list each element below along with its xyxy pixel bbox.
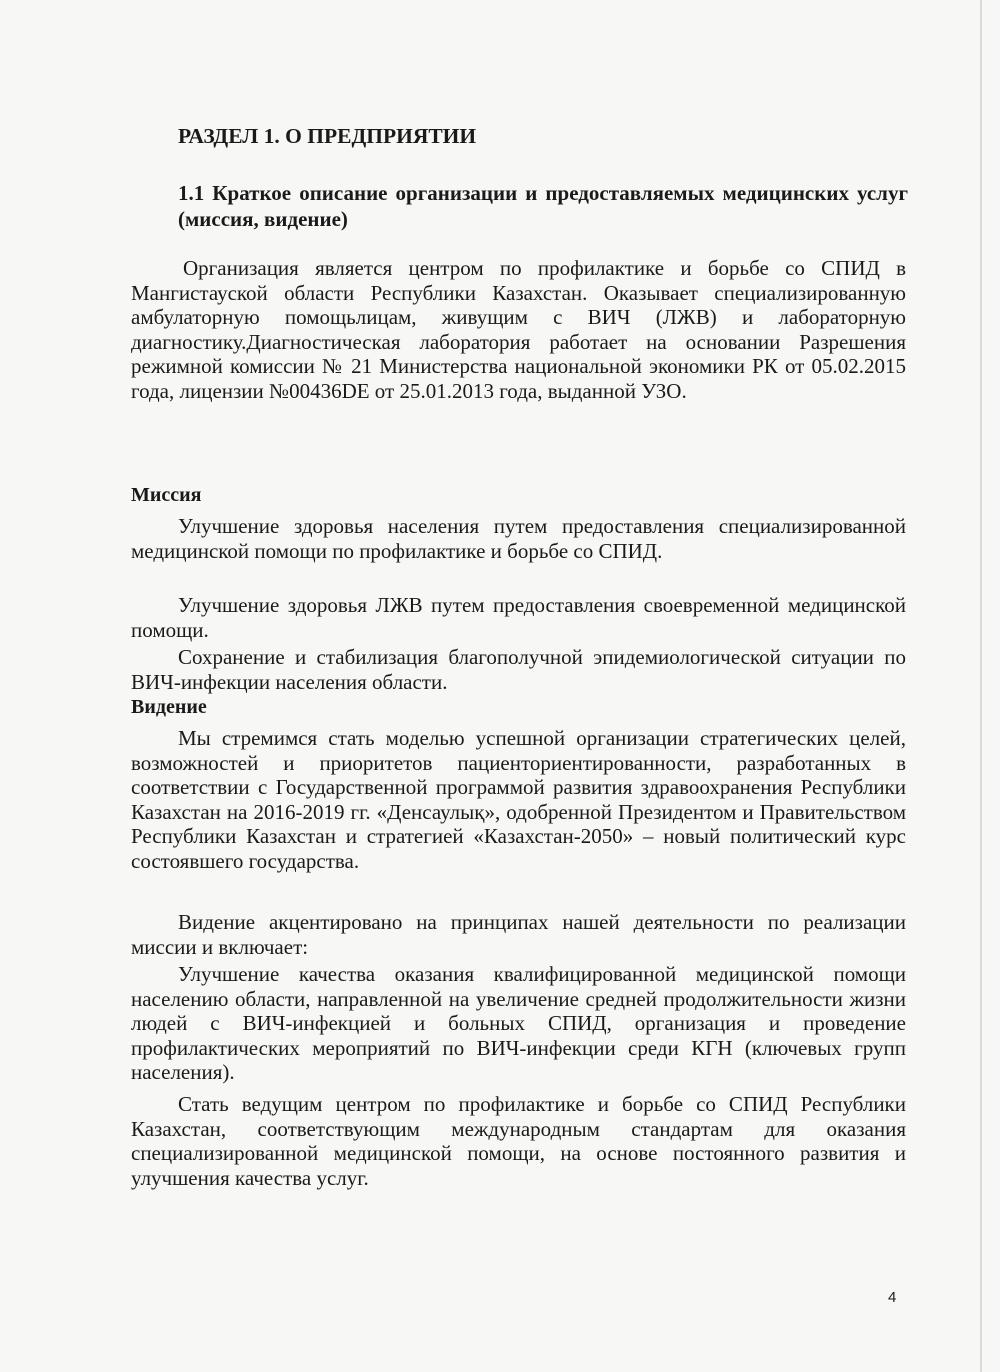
page-number: 4 <box>888 1289 897 1306</box>
mission-paragraph-2: Улучшение здоровья ЛЖВ путем предоставления своевременной медицинской помощи. <box>131 593 906 642</box>
vision-paragraph-2: Видение акцентировано на принципах нашей деятельности по реализации миссии и включает: <box>131 910 906 959</box>
subsection-title: 1.1 Краткое описание организации и предоставляемых медицинских услуг (миссия, видение) <box>178 181 908 231</box>
mission-paragraph-3: Сохранение и стабилизация благополучной эпидемиологической ситуации по ВИЧ-инфекции населения области. <box>131 645 906 694</box>
vision-heading: Видение <box>131 696 207 718</box>
mission-heading: Миссия <box>131 484 202 506</box>
vision-paragraph-1: Мы стремимся стать моделью успешной организации стратегических целей, возможностей и приоритетов пациенториентированности, разработанных в соответствии с Государственной программой развития здравоохранения Республики Казахстан на 2016-2019 гг. «Денсаулық», одобренной Президентом и Правительством Республики Казахстан и стратегией «Казахстан-2050» – новый политический курс состоявшего государства. <box>131 726 906 873</box>
vision-paragraph-4: Стать ведущим центром по профилактике и борьбе со СПИД Республики Казахстан, соответствующим международным стандартам для оказания специализированной медицинской помощи, на основе постоянного развития и улучшения качества услуг. <box>131 1092 906 1190</box>
mission-paragraph-1: Улучшение здоровья населения путем предоставления специализированной медицинской помощи по профилактике и борьбе со СПИД. <box>131 514 906 563</box>
section-title: РАЗДЕЛ 1. О ПРЕДПРИЯТИИ <box>178 124 477 148</box>
intro-paragraph: Организация является центром по профилактике и борьбе со СПИД в Мангистауской области Республики Казахстан. Оказывает специализированную амбулаторную помощьлицам, живущим с ВИЧ (ЛЖВ) и лабораторную диагностику.Диагностическая лаборатория работает на основании Разрешения режимной комиссии № 21 Министерства национальной экономики РК от 05.02.2015 года, лицензии №00436DE от 25.01.2013 года, выданной УЗО. <box>131 256 906 403</box>
vision-paragraph-3: Улучшение качества оказания квалифицированной медицинской помощи населению области, направленной на увеличение средней продолжительности жизни людей с ВИЧ-инфекцией и больных СПИД, организация и проведение профилактических мероприятий по ВИЧ-инфекции среди КГН (ключевых групп населения). <box>131 962 906 1084</box>
page-edge <box>980 0 982 1372</box>
